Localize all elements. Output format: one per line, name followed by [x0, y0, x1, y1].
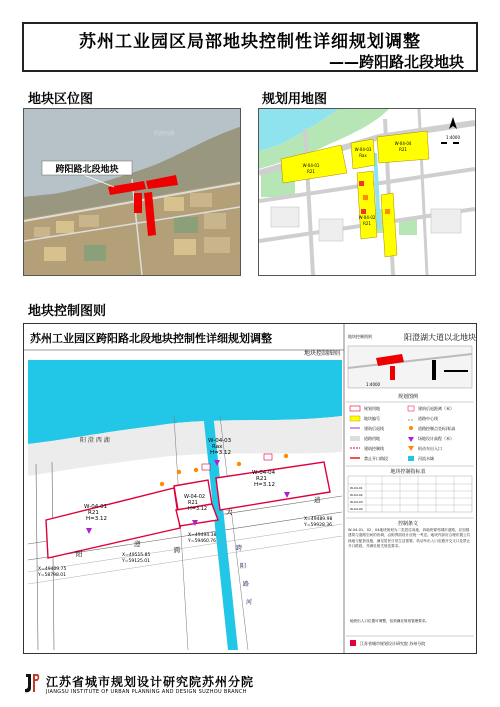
- table-row-4: W-04-04: [350, 507, 363, 511]
- notes-title: 控制条文: [397, 521, 419, 527]
- coord-x-3: X=49489.98: [304, 517, 333, 522]
- landuse-use-w0404: R21: [399, 147, 407, 152]
- coord-x-4: X=49409.75: [38, 567, 67, 572]
- location-map: [23, 108, 241, 276]
- legend-item-10: 场地设计高程（米）: [418, 436, 454, 441]
- landuse-use-w0403: Rax: [359, 153, 367, 158]
- coord-y-1: Y=59125.01: [122, 559, 150, 564]
- page-title: 苏州工业园区局部地块控制性详细规划调整: [79, 32, 421, 52]
- landuse-code-w0404: W-04-04: [394, 141, 412, 146]
- table-row-3: W-04-03: [350, 500, 363, 504]
- control-use-w0401: R21: [88, 510, 99, 516]
- landuse-scale-label: 1:4000: [445, 135, 461, 140]
- legend-item-4: 道路用地: [364, 436, 380, 441]
- canal-label-1: 跨: [236, 545, 243, 552]
- canal-label-3: 路: [243, 581, 250, 588]
- legend-item-7: 建筑后退距离（米）: [418, 406, 454, 411]
- footer-institute-cn: 江苏省城市规划设计研究院苏州分院: [46, 675, 255, 689]
- institute-mark: [350, 640, 356, 646]
- legend-item-6: 禁止开口路段: [364, 456, 388, 461]
- control-institute: 江苏省城市规划设计研究院 苏州分院: [360, 641, 426, 646]
- control-badge: 地块控制图则: [304, 350, 341, 357]
- control-code-w0404: W-04-04: [252, 470, 276, 476]
- road-label-2: 道: [314, 496, 321, 504]
- control-code-w0401: W-04-01: [84, 504, 108, 510]
- control-region: 阳澄湖大道以北地块: [404, 333, 476, 342]
- control-height-w0401: H=3.12: [86, 516, 107, 522]
- landuse-code-w0401: W-04-01: [302, 163, 320, 168]
- footer-institute-en: JIANGSU INSTITUTE OF URBAN PLANNING AND DESIGN SUZHOU BRANCH: [46, 689, 247, 695]
- canal-label-2: 阳: [240, 563, 247, 570]
- legend-item-2: 地块编号: [364, 416, 380, 421]
- control-use-w0403: Rax: [212, 444, 223, 450]
- table-title: 地块控制指标表: [390, 469, 426, 475]
- table-row-2: W-04-02: [350, 493, 363, 497]
- road-label-4: 澄: [134, 540, 141, 548]
- legend-title: 规划图例: [397, 394, 419, 400]
- legend-item-8: 道路中心线: [418, 416, 438, 421]
- landuse-use-w0401: R21: [307, 169, 315, 174]
- table-row-1: W-04-01: [350, 486, 363, 490]
- legend-item-3: 建筑后退线: [364, 426, 384, 431]
- notes-text: W-04-01、02、04地块规划为二类居住用地，四地块紧邻城市道路，应加强建筑与道路空间的协调，沿街界面设计应统一考虑。地块内部应合理布置公共绿地与配套设施，满足居民日常生活需要。机动车出入口应避开交叉口及禁止开口路段，并满足相关规范要求。: [348, 528, 471, 549]
- control-code-w0402: W-04-02: [184, 494, 206, 500]
- coord-y-4: Y=58798.01: [38, 573, 66, 578]
- landuse-map: [258, 108, 476, 276]
- legend-corner-badge: 地块控制图则: [348, 334, 372, 339]
- coord-x-1: X=49515.85: [122, 553, 151, 558]
- control-use-w0404: R21: [256, 476, 267, 482]
- canal-label-4: 河: [246, 599, 253, 606]
- coord-x-2: X=49494.38: [188, 533, 217, 538]
- institute-logo-icon: [24, 672, 41, 694]
- legend-item-1: 规划用地: [364, 406, 380, 411]
- control-height-w0402: H=3.12: [188, 506, 208, 512]
- control-height-w0403: H=3.12: [210, 450, 231, 456]
- legend-scale-label: 1:4000: [366, 382, 381, 387]
- legend-item-12: 河流水域: [418, 456, 434, 461]
- control-title: 苏州工业园区跨阳路北段地块控制性详细规划调整: [30, 332, 272, 345]
- control-height-w0404: H=3.12: [254, 482, 275, 488]
- location-water-label: 阳澄西湖: [154, 131, 175, 137]
- road-label-5: 跨: [174, 546, 181, 554]
- legend-item-9: 道路控制点坐标/标高: [418, 426, 456, 431]
- location-callout-text: 跨阳路北段地块: [55, 165, 119, 175]
- legend-item-5: 建筑控制线: [364, 446, 384, 451]
- section-label-landuse: 规划用地图: [262, 92, 328, 107]
- control-water-label: 阳 澄 西 湖: [80, 437, 110, 444]
- control-use-w0402: R21: [188, 500, 198, 506]
- coord-y-3: Y=59928.36: [304, 523, 332, 528]
- section-label-control: 地块控制图则: [28, 304, 107, 319]
- road-label-3: 阳: [76, 550, 83, 558]
- location-map-image: [24, 109, 240, 275]
- landuse-code-w0403: W-04-03: [354, 147, 372, 152]
- control-drawing-image: [24, 324, 476, 653]
- road-label-1: 大: [226, 508, 233, 516]
- section-label-location: 地块区位图: [28, 92, 94, 107]
- control-drawing: [23, 323, 477, 654]
- legend-item-11: 机动车出入口: [418, 446, 442, 451]
- landuse-code-w0402: W-04-02: [358, 215, 376, 220]
- notes-extra: 地块出入口位置可调整，但须满足规划管理要求。: [350, 619, 430, 623]
- title-box: [22, 22, 478, 72]
- coord-y-2: Y=59460.76: [188, 539, 216, 544]
- control-map: [28, 360, 342, 650]
- page-subtitle: ——跨阳路北段地块: [328, 53, 464, 71]
- landuse-map-image: [259, 109, 475, 275]
- control-code-w0403: W-04-03: [208, 438, 232, 444]
- landuse-use-w0402: R21: [363, 221, 371, 226]
